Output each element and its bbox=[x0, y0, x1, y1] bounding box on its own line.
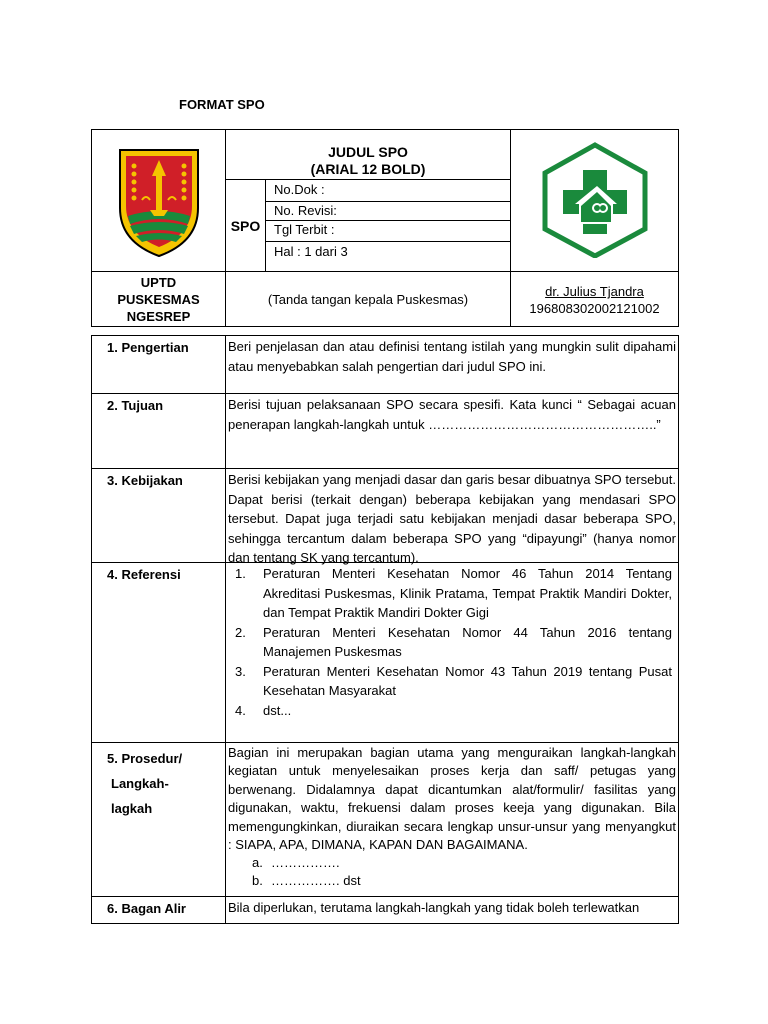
semarang-city-emblem-icon bbox=[116, 146, 202, 258]
doctor-info bbox=[510, 272, 678, 327]
section-text: Berisi tujuan pelaksanaan SPO secara spesifi. Kata kunci “ Sebagai acuan penerapan langkah-langkah untuk ……………………………………………..” bbox=[228, 397, 676, 432]
document-meta bbox=[266, 180, 510, 271]
section-bagan-alir bbox=[92, 897, 678, 923]
section-label: 1. Pengertian bbox=[92, 336, 226, 393]
doctor-nip: 196808302002121002 bbox=[529, 301, 660, 316]
city-emblem-cell bbox=[92, 130, 226, 271]
reference-item: 3. Peraturan Menteri Kesehatan Nomor 43 Tahun 2019 tentang Pusat Kesehatan Masyarakat bbox=[235, 663, 672, 698]
tgl-terbit-field: Tgl Terbit : bbox=[266, 221, 510, 242]
spo-content-table bbox=[91, 335, 679, 924]
puskesmas-logo-icon bbox=[541, 142, 649, 258]
prosedur-sub-a: a. ……………. bbox=[252, 855, 340, 871]
prosedur-label-line1: 5. Prosedur/ bbox=[107, 751, 183, 766]
reference-item: 4. dst... bbox=[235, 702, 292, 718]
spo-title-line1: JUDUL SPO bbox=[328, 144, 408, 160]
section-tujuan bbox=[92, 394, 678, 469]
prosedur-sub-b: b. ……………. dst bbox=[252, 873, 361, 889]
reference-item: 2. Peraturan Menteri Kesehatan Nomor 44 Tahun 2016 tentang Manajemen Puskesmas bbox=[235, 624, 672, 659]
doctor-name: dr. Julius Tjandra bbox=[545, 284, 644, 299]
organization-name bbox=[92, 272, 226, 327]
section-text bbox=[226, 564, 678, 720]
header-footer-row bbox=[92, 271, 678, 326]
spo-title-line2: (ARIAL 12 BOLD) bbox=[310, 161, 426, 177]
section-label: 3. Kebijakan bbox=[92, 469, 226, 562]
puskesmas-logo-cell bbox=[510, 130, 678, 271]
section-label bbox=[92, 743, 226, 896]
section-pengertian bbox=[92, 336, 678, 394]
prosedur-text: Bagian ini merupakan bagian utama yang menguraikan langkah-langkah kegiatan untuk menyelesaikan proses kerja dan saff/ petugas yang berwenang. Didalamnya dapat dicantumkan alat/formulir/ fasilitas yang digunakan, waktu, frekuensi dalam proses keeja yang digunakan. Bila memengungkinkan, diuraikan secara lengkap unsur-unsur yang menyangkut : SIAPA, APA, DIMANA, KAPAN DAN BAGAIMANA. bbox=[228, 745, 676, 853]
section-text bbox=[226, 744, 678, 890]
document-label: FORMAT SPO bbox=[179, 97, 265, 112]
section-text: Berisi kebijakan yang menjadi dasar dan garis besar dibuatnya SPO tersebut. Dapat berisi (terkait dengan) beberapa kebijakan yang mendasari SPO tersebut. Dapat juga terjadi satu kebijakan menjadi dasar beberapa SPO, sehingga tercantum dalam beberapa SPO yang “dipayungi” (hanya nomor dan tentang SK yang tercantum). bbox=[228, 472, 676, 565]
section-referensi bbox=[92, 563, 678, 743]
section-text: Bila diperlukan, terutama langkah-langkah yang tidak boleh terlewatkan bbox=[228, 900, 640, 915]
section-label: 4. Referensi bbox=[92, 563, 226, 742]
section-text: Beri penjelasan dan atau definisi tentang istilah yang mungkin sulit dipahami atau menyebabkan salah pengertian dari judul SPO ini. bbox=[228, 339, 676, 374]
org-line1: UPTD bbox=[140, 275, 177, 290]
section-prosedur bbox=[92, 743, 678, 897]
org-line3: NGESREP bbox=[126, 309, 191, 324]
spo-label: SPO bbox=[226, 180, 266, 271]
reference-item: 1. Peraturan Menteri Kesehatan Nomor 46 Tahun 2014 Tentang Akreditasi Puskesmas, Klinik Pratama, Tempat Praktik Mandiri Dokter, dan Tempat Praktik Mandiri Dokter Gigi bbox=[235, 566, 672, 620]
prosedur-label-line2: Langkah- bbox=[111, 776, 169, 791]
section-label: 2. Tujuan bbox=[92, 394, 226, 468]
reference-list bbox=[228, 564, 676, 720]
org-line2: PUSKESMAS bbox=[117, 292, 200, 307]
hal-field: Hal : 1 dari 3 bbox=[274, 244, 348, 259]
section-label: 6. Bagan Alir bbox=[92, 897, 226, 923]
signature-note: (Tanda tangan kepala Puskesmas) bbox=[267, 292, 469, 307]
no-dok-field: No.Dok : bbox=[266, 180, 510, 202]
section-kebijakan bbox=[92, 469, 678, 563]
no-revisi-field: No. Revisi: bbox=[266, 202, 510, 221]
spo-title-cell bbox=[226, 130, 510, 180]
prosedur-label-line3: lagkah bbox=[111, 801, 153, 816]
spo-header-table bbox=[91, 129, 679, 327]
